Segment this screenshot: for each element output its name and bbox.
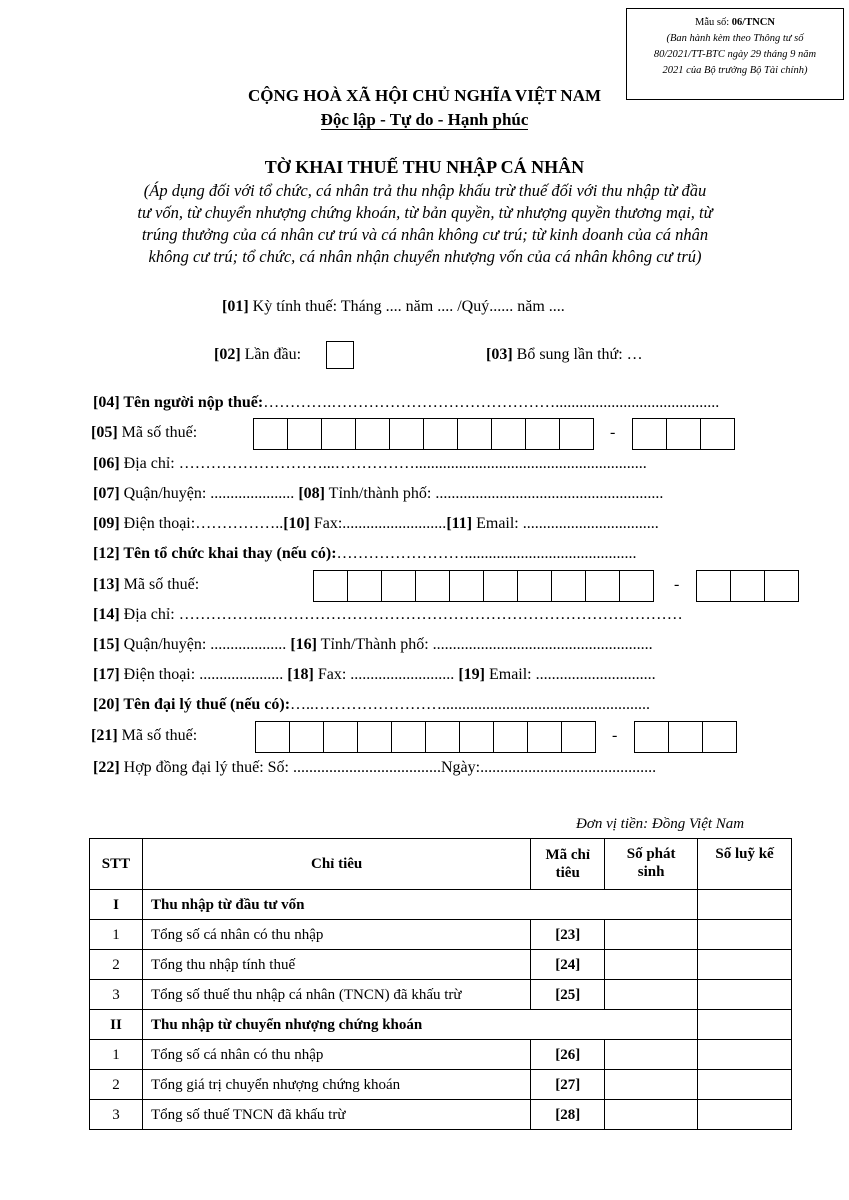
motto-text: Độc lập - Tự do - Hạnh phúc bbox=[320, 110, 529, 129]
mst-digit-box[interactable] bbox=[347, 570, 382, 602]
row-stt: I bbox=[90, 890, 143, 920]
table-row bbox=[90, 980, 792, 1010]
mst-digit-box[interactable] bbox=[415, 570, 450, 602]
phone-text: Điện thoại:…………….. bbox=[119, 515, 284, 532]
agent-org-name-dots: ……………………........................................... bbox=[336, 545, 637, 562]
tax-agent-mst-label bbox=[91, 726, 197, 746]
row-code: [27] bbox=[531, 1070, 605, 1100]
form-note-line-3: 2021 của Bộ trưởng Bộ Tài chính) bbox=[662, 65, 808, 76]
agent-org-name-field[interactable] bbox=[93, 544, 637, 564]
form-number-value: 06/TNCN bbox=[731, 17, 775, 28]
district-text: Quận/huyện: ..................... bbox=[119, 485, 295, 502]
taxpayer-name-label: [04] Tên người nộp thuế: bbox=[93, 394, 264, 411]
mst-digit-box[interactable] bbox=[527, 721, 562, 753]
row-code: [25] bbox=[531, 980, 605, 1010]
subtitle-line: không cư trú; tổ chức, cá nhân nhận chuyển nhượng vốn của cá nhân không cư trú) bbox=[148, 247, 702, 266]
field-code: [08] bbox=[298, 485, 325, 502]
field-code: [19] bbox=[458, 666, 485, 683]
tax-agent-name-label: [20] Tên đại lý thuế (nếu có): bbox=[93, 696, 291, 713]
mst-digit-box[interactable] bbox=[559, 418, 594, 450]
tax-period-field bbox=[222, 297, 565, 317]
agent-org-mst-label bbox=[93, 575, 199, 595]
mst-digit-box[interactable] bbox=[493, 721, 528, 753]
mst-digit-box[interactable] bbox=[425, 721, 460, 753]
field-code: [11] bbox=[446, 515, 473, 532]
table-section-row bbox=[90, 1010, 792, 1040]
mst-digit-box[interactable] bbox=[255, 721, 290, 753]
mst-dash: - bbox=[610, 424, 616, 441]
field-code: [13] bbox=[93, 576, 120, 593]
mst-digit-box[interactable] bbox=[253, 418, 288, 450]
supplement-label: Bổ sung lần thứ: … bbox=[512, 346, 643, 363]
table-row bbox=[90, 1100, 792, 1130]
row-code: [24] bbox=[531, 950, 605, 980]
field-code: [07] bbox=[93, 485, 120, 502]
row-stt: 2 bbox=[90, 1070, 143, 1100]
agent-org-mst-branch-boxes[interactable] bbox=[696, 570, 799, 602]
field-code: [10] bbox=[283, 515, 310, 532]
cumulative-cell[interactable] bbox=[698, 1070, 792, 1100]
republic-heading: CỘNG HOÀ XÃ HỘI CHỦ NGHĨA VIỆT NAM bbox=[247, 86, 602, 105]
mst-label-text: Mã số thuế: bbox=[117, 424, 198, 441]
mst-digit-box[interactable] bbox=[381, 570, 416, 602]
cumulative-cell[interactable] bbox=[698, 1040, 792, 1070]
arising-cell[interactable] bbox=[605, 980, 698, 1010]
form-number bbox=[631, 15, 839, 31]
mst-digit-box[interactable] bbox=[700, 418, 735, 450]
table-row bbox=[90, 920, 792, 950]
mst-dash: - bbox=[612, 727, 618, 744]
mst-digit-box[interactable] bbox=[321, 418, 356, 450]
mst-label-text: Mã số thuế: bbox=[119, 576, 200, 593]
mst-digit-box[interactable] bbox=[702, 721, 737, 753]
table-section-row bbox=[90, 890, 792, 920]
mst-digit-box[interactable] bbox=[449, 570, 484, 602]
arising-cell[interactable] bbox=[605, 1040, 698, 1070]
mst-dash: - bbox=[674, 576, 680, 593]
mst-digit-box[interactable] bbox=[730, 570, 765, 602]
field-code: [15] bbox=[93, 636, 120, 653]
field-code: [17] bbox=[93, 666, 120, 683]
province-text: Tỉnh/thành phố: ......................................................... bbox=[324, 485, 664, 502]
header-code: Mã chỉ tiêu bbox=[531, 839, 605, 890]
subtitle-line: (Áp dụng đối với tổ chức, cá nhân trả thu nhập khấu trừ thuế đối với thu nhập từ đầu bbox=[143, 181, 707, 200]
cumulative-cell[interactable] bbox=[698, 890, 792, 920]
mst-digit-box[interactable] bbox=[323, 721, 358, 753]
row-stt: 1 bbox=[90, 920, 143, 950]
mst-digit-box[interactable] bbox=[289, 721, 324, 753]
mst-digit-box[interactable] bbox=[287, 418, 322, 450]
row-label: Tổng số thuế TNCN đã khấu trừ bbox=[142, 1100, 530, 1130]
taxpayer-name-dots: ………….……………………………………......................................... bbox=[263, 394, 720, 411]
row-stt: II bbox=[90, 1010, 143, 1040]
mst-digit-box[interactable] bbox=[457, 418, 492, 450]
row-stt: 1 bbox=[90, 1040, 143, 1070]
fax-text: Fax:.......................... bbox=[309, 515, 447, 532]
fax-text: Fax: .......................... bbox=[313, 666, 455, 683]
arising-cell[interactable] bbox=[605, 1070, 698, 1100]
taxpayer-address-field[interactable] bbox=[93, 454, 647, 474]
taxpayer-contact-field[interactable] bbox=[93, 514, 659, 534]
taxpayer-mst-branch-boxes[interactable] bbox=[632, 418, 735, 450]
mst-digit-box[interactable] bbox=[517, 570, 552, 602]
form-note-line-1: (Ban hành kèm theo Thông tư số bbox=[666, 33, 804, 44]
row-label: Tổng số thuế thu nhập cá nhân (TNCN) đã khấu trừ bbox=[142, 980, 530, 1010]
document-subtitle bbox=[100, 180, 750, 268]
field-code: [02] bbox=[214, 346, 241, 363]
table-row bbox=[90, 950, 792, 980]
field-code: [09] bbox=[93, 515, 120, 532]
header-stt: STT bbox=[90, 839, 143, 890]
cumulative-cell[interactable] bbox=[698, 980, 792, 1010]
field-code: [01] bbox=[222, 298, 249, 315]
table-row bbox=[90, 1040, 792, 1070]
taxpayer-name-field[interactable] bbox=[93, 393, 719, 413]
row-label: Tổng thu nhập tính thuế bbox=[142, 950, 530, 980]
mst-digit-box[interactable] bbox=[551, 570, 586, 602]
first-time-field bbox=[214, 345, 301, 365]
table-header-row bbox=[90, 839, 792, 890]
agent-org-name-label: [12] Tên tổ chức khai thay (nếu có): bbox=[93, 545, 337, 562]
mst-digit-box[interactable] bbox=[666, 418, 701, 450]
subtitle-line: trúng thưởng của cá nhân cư trú và cá nhân không cư trú; từ kinh doanh của cá nhân bbox=[141, 225, 709, 244]
motto-heading bbox=[0, 110, 849, 130]
tax-declaration-table bbox=[89, 838, 792, 1130]
row-label: Tổng số cá nhân có thu nhập bbox=[142, 920, 530, 950]
row-label: Tổng số cá nhân có thu nhập bbox=[142, 1040, 530, 1070]
header-arising: Số phát sinh bbox=[605, 839, 698, 890]
tax-agent-mst-branch-boxes[interactable] bbox=[634, 721, 737, 753]
district-text: Quận/huyện: ................... bbox=[119, 636, 287, 653]
first-time-checkbox[interactable] bbox=[326, 341, 354, 369]
taxpayer-district-field[interactable] bbox=[93, 484, 663, 504]
arising-cell[interactable] bbox=[605, 1100, 698, 1130]
mst-digit-box[interactable] bbox=[357, 721, 392, 753]
mst-digit-box[interactable] bbox=[696, 570, 731, 602]
mst-digit-box[interactable] bbox=[459, 721, 494, 753]
cumulative-cell[interactable] bbox=[698, 920, 792, 950]
mst-digit-box[interactable] bbox=[619, 570, 654, 602]
cumulative-cell[interactable] bbox=[698, 1010, 792, 1040]
mst-label-text: Mã số thuế: bbox=[117, 727, 198, 744]
table-row bbox=[90, 1070, 792, 1100]
mst-digit-box[interactable] bbox=[423, 418, 458, 450]
mst-digit-box[interactable] bbox=[561, 721, 596, 753]
mst-digit-box[interactable] bbox=[632, 418, 667, 450]
cumulative-cell[interactable] bbox=[698, 1100, 792, 1130]
agent-org-mst-boxes[interactable] bbox=[313, 570, 654, 602]
document-title: TỜ KHAI THUẾ THU NHẬP CÁ NHÂN bbox=[264, 157, 585, 177]
cumulative-cell[interactable] bbox=[698, 950, 792, 980]
agent-org-address-field[interactable] bbox=[93, 605, 683, 625]
tax-period-text: Kỳ tính thuế: Tháng .... năm .... /Quý...... năm .... bbox=[248, 298, 565, 315]
email-text: Email: .............................. bbox=[484, 666, 656, 683]
row-label: Thu nhập từ đầu tư vốn bbox=[142, 890, 697, 920]
row-code: [26] bbox=[531, 1040, 605, 1070]
field-code: [03] bbox=[486, 346, 513, 363]
mst-digit-box[interactable] bbox=[525, 418, 560, 450]
subtitle-line: tư vốn, từ chuyển nhượng chứng khoán, từ bản quyền, từ nhượng quyền thương mại, từ bbox=[137, 203, 713, 222]
row-label: Thu nhập từ chuyển nhượng chứng khoán bbox=[142, 1010, 697, 1040]
mst-digit-box[interactable] bbox=[391, 721, 426, 753]
mst-digit-box[interactable] bbox=[585, 570, 620, 602]
agent-org-address-text: Địa chỉ: ……………..…………………………………………………………………… bbox=[119, 606, 683, 623]
field-code: [14] bbox=[93, 606, 120, 623]
mst-digit-box[interactable] bbox=[389, 418, 424, 450]
form-note-line-2: 80/2021/TT-BTC ngày 29 tháng 9 năm bbox=[653, 49, 817, 60]
field-code: [22] bbox=[93, 759, 120, 776]
header-indicator: Chỉ tiêu bbox=[142, 839, 530, 890]
tax-agent-name-field[interactable] bbox=[93, 695, 650, 715]
row-stt: 3 bbox=[90, 1100, 143, 1130]
taxpayer-address-text: Địa chỉ: ………………………...…………….......................................................... bbox=[119, 455, 647, 472]
agency-contract-field[interactable] bbox=[93, 758, 656, 778]
tax-agent-mst-boxes[interactable] bbox=[255, 721, 596, 753]
header-cumulative: Số luỹ kế bbox=[698, 839, 792, 890]
row-stt: 3 bbox=[90, 980, 143, 1010]
row-code: [23] bbox=[531, 920, 605, 950]
first-time-label: Lần đầu: bbox=[240, 346, 302, 363]
mst-digit-box[interactable] bbox=[668, 721, 703, 753]
province-text: Tỉnh/Thành phố: ....................................................... bbox=[316, 636, 653, 653]
mst-digit-box[interactable] bbox=[764, 570, 799, 602]
field-code: [21] bbox=[91, 727, 118, 744]
row-stt: 2 bbox=[90, 950, 143, 980]
agency-contract-text: Hợp đồng đại lý thuế: Số: .....................................Ngày:............................................ bbox=[119, 759, 657, 776]
field-code: [06] bbox=[93, 455, 120, 472]
taxpayer-mst-label bbox=[91, 423, 197, 443]
mst-digit-box[interactable] bbox=[491, 418, 526, 450]
agent-org-contact-field[interactable] bbox=[93, 665, 656, 685]
mst-digit-box[interactable] bbox=[313, 570, 348, 602]
field-code: [18] bbox=[287, 666, 314, 683]
field-code: [16] bbox=[290, 636, 317, 653]
row-code: [28] bbox=[531, 1100, 605, 1130]
form-number-label: Mẫu số: bbox=[695, 17, 732, 28]
field-code: [05] bbox=[91, 424, 118, 441]
arising-cell[interactable] bbox=[605, 920, 698, 950]
mst-digit-box[interactable] bbox=[483, 570, 518, 602]
arising-cell[interactable] bbox=[605, 950, 698, 980]
currency-unit-note: Đơn vị tiền: Đồng Việt Nam bbox=[576, 816, 745, 832]
phone-text: Điện thoại: ..................... bbox=[119, 666, 284, 683]
row-label: Tổng giá trị chuyển nhượng chứng khoán bbox=[142, 1070, 530, 1100]
mst-digit-box[interactable] bbox=[634, 721, 669, 753]
tax-agent-name-dots: …..…………………….................................................... bbox=[290, 696, 651, 713]
taxpayer-mst-boxes[interactable] bbox=[253, 418, 594, 450]
supplement-field bbox=[486, 345, 643, 365]
mst-digit-box[interactable] bbox=[355, 418, 390, 450]
agent-org-district-field[interactable] bbox=[93, 635, 653, 655]
email-text: Email: .................................. bbox=[472, 515, 659, 532]
